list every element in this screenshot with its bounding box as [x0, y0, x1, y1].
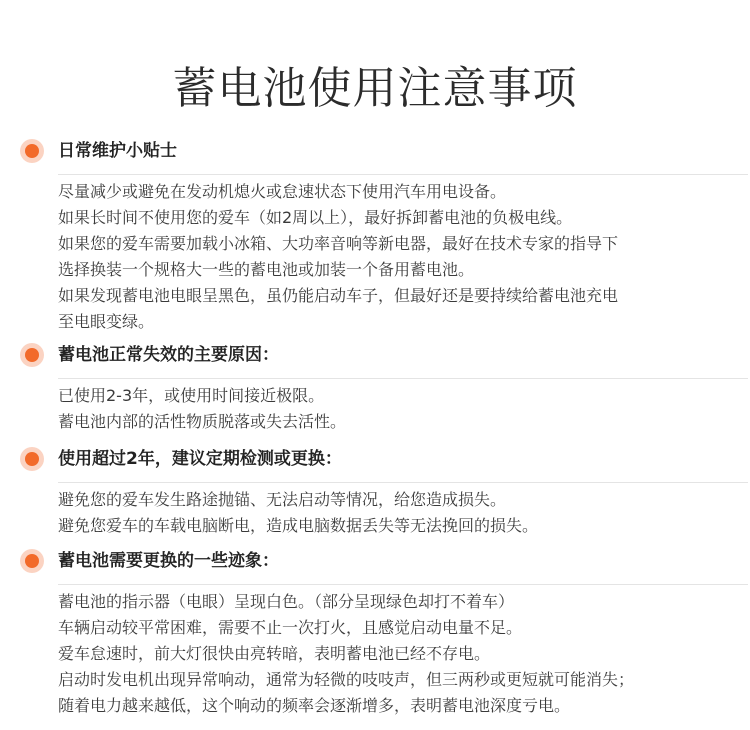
section-body: [58, 482, 748, 539]
text-line: 如果发现蓄电池电眼呈黑色，虽仍能启动车子，但最好还是要持续给蓄电池充电: [58, 286, 619, 305]
section-regular-check: [20, 444, 740, 535]
section-body: [58, 584, 748, 719]
text-line: 随着电力越来越低，这个响动的频率会逐渐增多，表明蓄电池深度亏电。: [58, 696, 571, 715]
section-header: [20, 444, 740, 474]
section-heading: 蓄电池正常失效的主要原因：: [58, 345, 279, 365]
section-heading: 日常维护小贴士: [58, 141, 177, 161]
section-heading: 使用超过2年，建议定期检测或更换：: [58, 449, 342, 469]
section-header: [20, 136, 740, 166]
section-heading: 蓄电池需要更换的一些迹象：: [58, 551, 279, 571]
text-line: 避免您的爱车发生路途抛锚、无法启动等情况，给您造成损失。: [58, 490, 507, 509]
text-line: 蓄电池内部的活性物质脱落或失去活性。: [58, 412, 347, 431]
orange-dot-icon: [20, 343, 44, 367]
text-line: 如果您的爱车需要加载小冰箱、大功率音响等新电器，最好在技术专家的指导下: [58, 234, 619, 253]
section-header: [20, 340, 740, 370]
text-line: 选择换装一个规格大一些的蓄电池或加装一个备用蓄电池。: [58, 260, 475, 279]
section-failure-causes: [20, 340, 740, 431]
text-line: 至电眼变绿。: [58, 312, 155, 331]
text-line: 尽量减少或避免在发动机熄火或怠速状态下使用汽车用电设备。: [58, 182, 507, 201]
text-line: 如果长时间不使用您的爱车（如2周以上），最好拆卸蓄电池的负极电线。: [58, 208, 573, 227]
page-title: 蓄电池使用注意事项: [172, 63, 578, 115]
text-line: 车辆启动较平常困难，需要不止一次打火，且感觉启动电量不足。: [58, 618, 523, 637]
orange-dot-icon: [20, 549, 44, 573]
section-daily-maintenance: [20, 136, 740, 331]
text-line: 爱车怠速时，前大灯很快由亮转暗，表明蓄电池已经不存电。: [58, 644, 491, 663]
orange-dot-icon: [20, 447, 44, 471]
section-header: [20, 546, 740, 576]
section-body: [58, 174, 748, 335]
orange-dot-icon: [20, 139, 44, 163]
text-line: 已使用2-3年，或使用时间接近极限。: [58, 386, 325, 405]
text-line: 启动时发电机出现异常响动，通常为轻微的吱吱声，但三两秒或更短就可能消失；: [58, 670, 635, 689]
text-line: 蓄电池的指示器（电眼）呈现白色。（部分呈现绿色却打不着车）: [58, 592, 515, 611]
section-body: [58, 378, 748, 435]
text-line: 避免您爱车的车载电脑断电，造成电脑数据丢失等无法挽回的损失。: [58, 516, 539, 535]
section-replacement-signs: [20, 546, 740, 715]
